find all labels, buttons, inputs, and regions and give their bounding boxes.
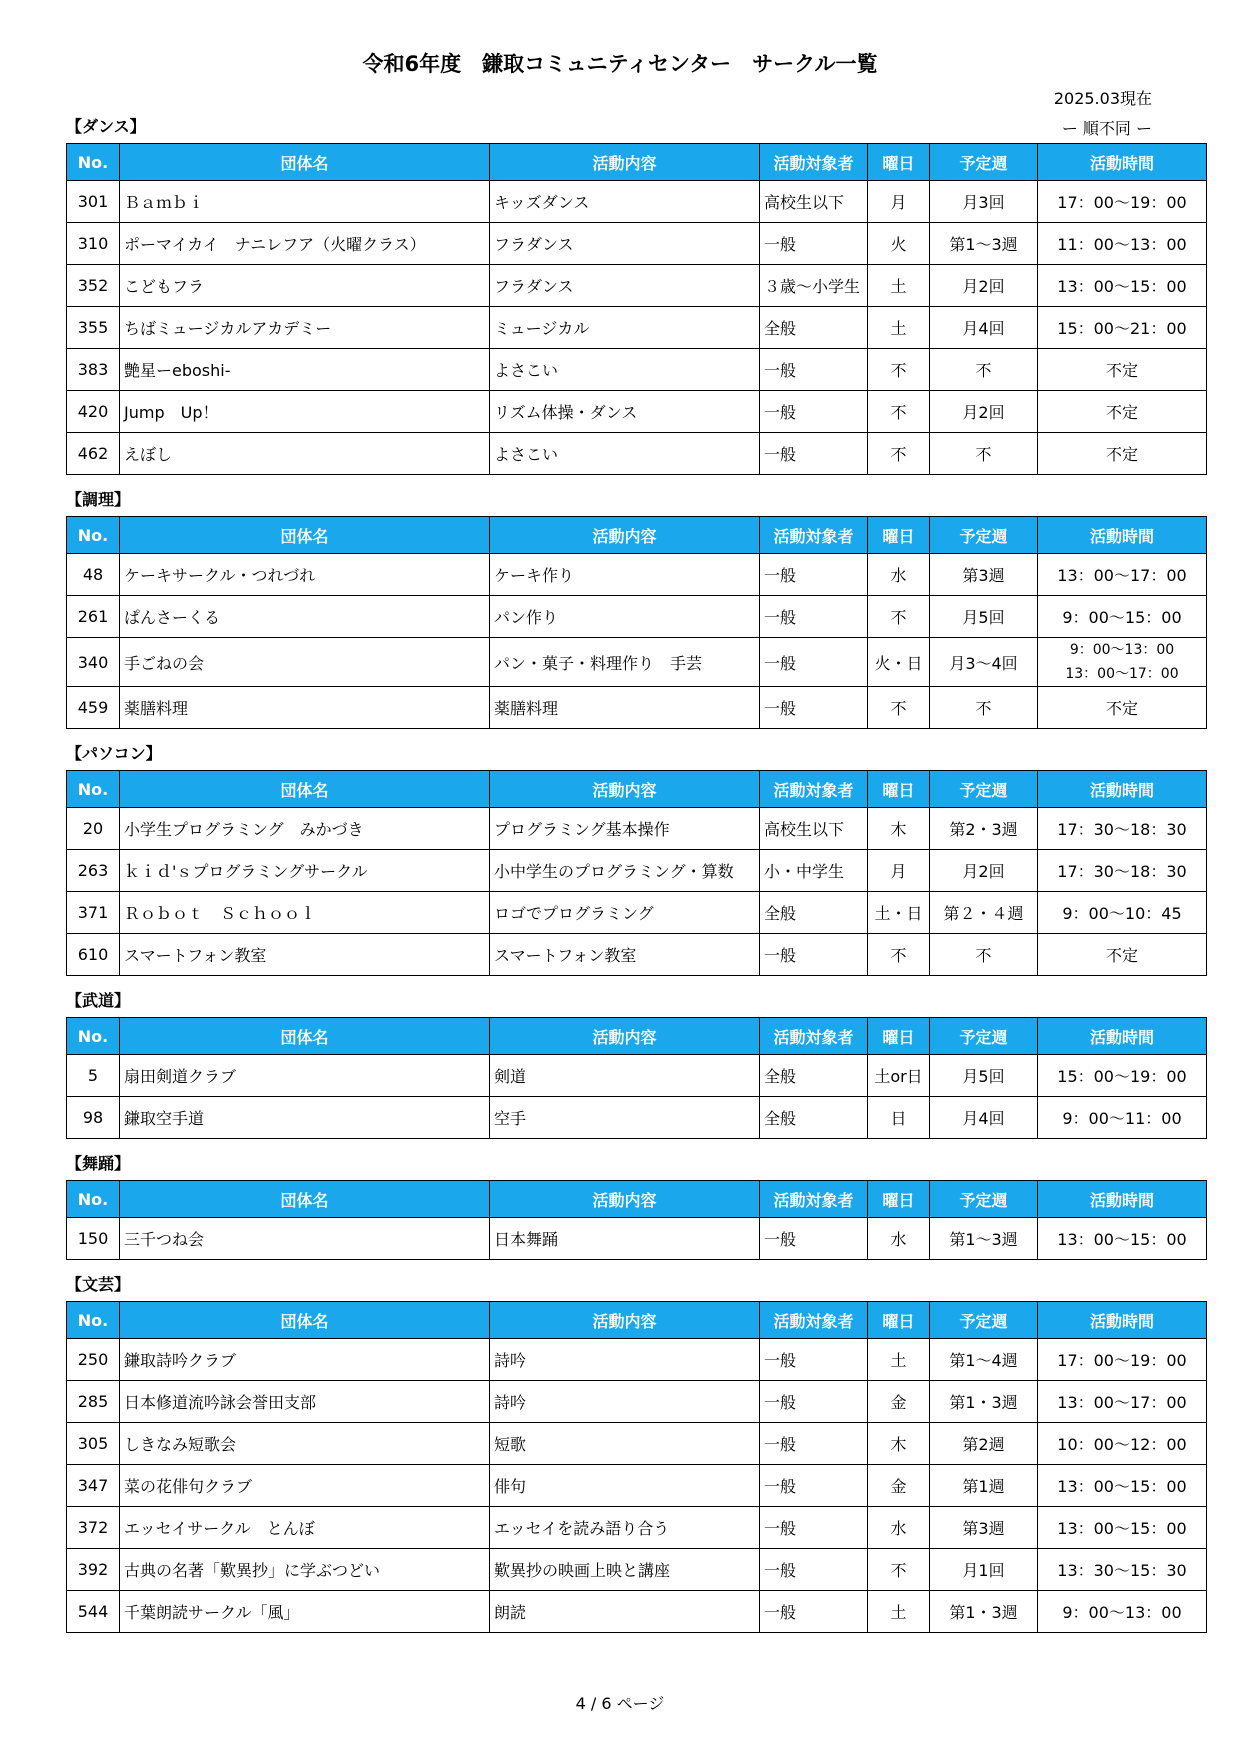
weekday: 不: [868, 687, 930, 729]
time-slot: 13：00～17：00: [1057, 1393, 1187, 1412]
row-number: 305: [67, 1423, 120, 1465]
time-slot: 17：30～18：30: [1057, 862, 1187, 881]
activity-time: [1038, 638, 1207, 687]
table-row: [67, 1549, 1207, 1591]
header-name: 団体名: [120, 771, 490, 808]
page-number: 4 / 6 ページ: [575, 1694, 665, 1713]
scheduled-week: 第1週: [930, 1465, 1038, 1507]
row-number: 340: [67, 638, 120, 687]
weekday: 金: [868, 1465, 930, 1507]
table-header-row: [67, 517, 1207, 554]
activity-time: [1038, 687, 1207, 729]
table-row: [67, 391, 1207, 433]
time-slot: 15：00～21：00: [1057, 319, 1187, 338]
activity-time: [1038, 265, 1207, 307]
target-audience: 一般: [760, 223, 868, 265]
target-audience: 一般: [760, 1549, 868, 1591]
header-time: 活動時間: [1038, 1302, 1207, 1339]
activity-content: 詩吟: [490, 1339, 760, 1381]
group-name: 鎌取詩吟クラブ: [120, 1339, 490, 1381]
table-row: [67, 892, 1207, 934]
time-slot: 11：00～13：00: [1057, 235, 1187, 254]
weekday: 月: [868, 181, 930, 223]
weekday: 金: [868, 1381, 930, 1423]
row-number: 355: [67, 307, 120, 349]
weekday: 土or日: [868, 1055, 930, 1097]
target-audience: 一般: [760, 554, 868, 596]
activity-content: 小中学生のプログラミング・算数: [490, 850, 760, 892]
group-name: 古典の名著「歎異抄」に学ぶつどい: [120, 1549, 490, 1591]
section-title: 【調理】: [66, 490, 131, 509]
target-audience: 一般: [760, 1465, 868, 1507]
scheduled-week: 不: [930, 687, 1038, 729]
group-name: ｋｉｄ'ｓプログラミングサークル: [120, 850, 490, 892]
table-row: [67, 223, 1207, 265]
row-number: 263: [67, 850, 120, 892]
circle-table: [66, 1180, 1207, 1260]
row-number: 48: [67, 554, 120, 596]
activity-time: [1038, 1339, 1207, 1381]
header-time: 活動時間: [1038, 1181, 1207, 1218]
time-slot: 9：00～11：00: [1062, 1109, 1182, 1128]
activity-content: 剣道: [490, 1055, 760, 1097]
weekday: 不: [868, 1549, 930, 1591]
row-number: 383: [67, 349, 120, 391]
header-day: 曜日: [868, 517, 930, 554]
activity-content: パン作り: [490, 596, 760, 638]
group-name: 三千つね会: [120, 1218, 490, 1260]
time-slot: 13：00～17：00: [1057, 566, 1187, 585]
header-target: 活動対象者: [760, 1302, 868, 1339]
activity-content: 朗読: [490, 1591, 760, 1633]
header-content: 活動内容: [490, 517, 760, 554]
scheduled-week: 月2回: [930, 265, 1038, 307]
activity-content: エッセイを読み語り合う: [490, 1507, 760, 1549]
row-number: 261: [67, 596, 120, 638]
scheduled-week: 第1・3週: [930, 1591, 1038, 1633]
table-row: [67, 1507, 1207, 1549]
group-name: Ｒｏｂｏｔ Ｓｃｈｏｏｌ: [120, 892, 490, 934]
time-slot: 9：00～13：00: [1062, 1603, 1182, 1622]
scheduled-week: 月2回: [930, 391, 1038, 433]
header-time: 活動時間: [1038, 517, 1207, 554]
header-content: 活動内容: [490, 1181, 760, 1218]
table-row: [67, 1465, 1207, 1507]
activity-content: 薬膳料理: [490, 687, 760, 729]
section-title: 【武道】: [66, 991, 131, 1010]
header-no: No.: [67, 1181, 120, 1218]
scheduled-week: 月5回: [930, 1055, 1038, 1097]
group-name: 扇田剣道クラブ: [120, 1055, 490, 1097]
header-week: 予定週: [930, 144, 1038, 181]
activity-content: 俳句: [490, 1465, 760, 1507]
table-row: [67, 1218, 1207, 1260]
row-number: 20: [67, 808, 120, 850]
weekday: 火: [868, 223, 930, 265]
group-name: スマートフォン教室: [120, 934, 490, 976]
scheduled-week: 第1～3週: [930, 1218, 1038, 1260]
table-row: [67, 1591, 1207, 1633]
group-name: えぼし: [120, 433, 490, 475]
activity-content: スマートフォン教室: [490, 934, 760, 976]
group-name: 艶星ーeboshi-: [120, 349, 490, 391]
header-week: 予定週: [930, 1018, 1038, 1055]
header-content: 活動内容: [490, 144, 760, 181]
target-audience: 一般: [760, 1423, 868, 1465]
activity-time: [1038, 1097, 1207, 1139]
header-name: 団体名: [120, 1302, 490, 1339]
scheduled-week: 月3回: [930, 181, 1038, 223]
activity-content: フラダンス: [490, 223, 760, 265]
header-no: No.: [67, 1018, 120, 1055]
group-name: しきなみ短歌会: [120, 1423, 490, 1465]
header-name: 団体名: [120, 517, 490, 554]
header-day: 曜日: [868, 1302, 930, 1339]
row-number: 352: [67, 265, 120, 307]
group-name: エッセイサークル とんぼ: [120, 1507, 490, 1549]
target-audience: 全般: [760, 1055, 868, 1097]
target-audience: 一般: [760, 638, 868, 687]
header-target: 活動対象者: [760, 1018, 868, 1055]
time-slot: 17：00～19：00: [1057, 1351, 1187, 1370]
target-audience: 全般: [760, 892, 868, 934]
scheduled-week: 第3週: [930, 1507, 1038, 1549]
row-number: 462: [67, 433, 120, 475]
row-number: 150: [67, 1218, 120, 1260]
target-audience: 全般: [760, 1097, 868, 1139]
activity-time: [1038, 1423, 1207, 1465]
group-name: 手ごねの会: [120, 638, 490, 687]
target-audience: 一般: [760, 1218, 868, 1260]
group-name: 菜の花俳句クラブ: [120, 1465, 490, 1507]
circle-table: [66, 770, 1207, 976]
activity-content: よさこい: [490, 433, 760, 475]
activity-content: 空手: [490, 1097, 760, 1139]
page-title: 令和6年度 鎌取コミュニティセンター サークル一覧: [362, 52, 878, 76]
header-target: 活動対象者: [760, 517, 868, 554]
table-row: [67, 1339, 1207, 1381]
scheduled-week: 第2・3週: [930, 808, 1038, 850]
weekday: 土: [868, 1339, 930, 1381]
header-time: 活動時間: [1038, 771, 1207, 808]
scheduled-week: 第2週: [930, 1423, 1038, 1465]
scheduled-week: 不: [930, 349, 1038, 391]
header-name: 団体名: [120, 144, 490, 181]
header-target: 活動対象者: [760, 771, 868, 808]
row-number: 392: [67, 1549, 120, 1591]
group-name: 千葉朗読サークル「風」: [120, 1591, 490, 1633]
activity-content: ケーキ作り: [490, 554, 760, 596]
target-audience: 一般: [760, 349, 868, 391]
weekday: 土・日: [868, 892, 930, 934]
target-audience: 高校生以下: [760, 181, 868, 223]
activity-time: [1038, 1055, 1207, 1097]
target-audience: 一般: [760, 934, 868, 976]
table-row: [67, 1423, 1207, 1465]
scheduled-week: 第1～4週: [930, 1339, 1038, 1381]
table-row: [67, 850, 1207, 892]
table-row: [67, 808, 1207, 850]
target-audience: 小・中学生: [760, 850, 868, 892]
weekday: 土: [868, 265, 930, 307]
row-number: 347: [67, 1465, 120, 1507]
row-number: 459: [67, 687, 120, 729]
header-day: 曜日: [868, 1018, 930, 1055]
activity-content: 詩吟: [490, 1381, 760, 1423]
group-name: ポーマイカイ ナニレフア（火曜クラス）: [120, 223, 490, 265]
header-target: 活動対象者: [760, 144, 868, 181]
header-day: 曜日: [868, 1181, 930, 1218]
section-title: 【舞踊】: [66, 1154, 131, 1173]
header-time: 活動時間: [1038, 1018, 1207, 1055]
header-week: 予定週: [930, 517, 1038, 554]
row-number: 372: [67, 1507, 120, 1549]
table-row: [67, 265, 1207, 307]
header-day: 曜日: [868, 771, 930, 808]
header-target: 活動対象者: [760, 1181, 868, 1218]
activity-time: [1038, 349, 1207, 391]
scheduled-week: 月3～4回: [930, 638, 1038, 687]
time-slot: 不定: [1105, 699, 1138, 718]
table-header-row: [67, 771, 1207, 808]
time-slot: 不定: [1105, 403, 1138, 422]
target-audience: ３歳～小学生: [760, 265, 868, 307]
header-no: No.: [67, 1302, 120, 1339]
section-title: 【ダンス】: [66, 117, 146, 136]
table-row: [67, 1097, 1207, 1139]
header-no: No.: [67, 144, 120, 181]
time-slot: 13：30～15：30: [1057, 1561, 1187, 1580]
row-number: 250: [67, 1339, 120, 1381]
time-slot: 9：00～15：00: [1062, 608, 1182, 627]
header-time: 活動時間: [1038, 144, 1207, 181]
time-slot: 10：00～12：00: [1057, 1435, 1187, 1454]
row-number: 301: [67, 181, 120, 223]
header-content: 活動内容: [490, 1018, 760, 1055]
section: [66, 1153, 1206, 1260]
section: [66, 743, 1206, 976]
scheduled-week: 第1～3週: [930, 223, 1038, 265]
header-week: 予定週: [930, 1302, 1038, 1339]
time-slot: 17：30～18：30: [1057, 820, 1187, 839]
section: [66, 116, 1206, 475]
section-title: 【パソコン】: [66, 744, 162, 763]
table-row: [67, 934, 1207, 976]
circle-table: [66, 516, 1207, 729]
weekday: 土: [868, 1591, 930, 1633]
table-row: [67, 596, 1207, 638]
weekday: 日: [868, 1097, 930, 1139]
activity-time: [1038, 391, 1207, 433]
activity-time: [1038, 181, 1207, 223]
weekday: 不: [868, 934, 930, 976]
table-header-row: [67, 1302, 1207, 1339]
header-no: No.: [67, 771, 120, 808]
table-row: [67, 554, 1207, 596]
target-audience: 一般: [760, 391, 868, 433]
time-slot: 13：00～15：00: [1057, 1230, 1187, 1249]
group-name: ぱんさーくる: [120, 596, 490, 638]
activity-time: [1038, 433, 1207, 475]
group-name: 鎌取空手道: [120, 1097, 490, 1139]
target-audience: 全般: [760, 307, 868, 349]
scheduled-week: 不: [930, 433, 1038, 475]
activity-content: キッズダンス: [490, 181, 760, 223]
weekday: 木: [868, 808, 930, 850]
activity-time: [1038, 1381, 1207, 1423]
target-audience: 一般: [760, 1381, 868, 1423]
activity-time: [1038, 596, 1207, 638]
activity-time: [1038, 808, 1207, 850]
row-number: 98: [67, 1097, 120, 1139]
scheduled-week: 月2回: [930, 850, 1038, 892]
header-content: 活動内容: [490, 1302, 760, 1339]
group-name: ちばミュージカルアカデミー: [120, 307, 490, 349]
weekday: 木: [868, 1423, 930, 1465]
table-row: [67, 1381, 1207, 1423]
section-title: 【文芸】: [66, 1275, 131, 1294]
target-audience: 一般: [760, 1591, 868, 1633]
time-slot: 17：00～19：00: [1057, 193, 1187, 212]
scheduled-week: 第1・3週: [930, 1381, 1038, 1423]
weekday: 不: [868, 596, 930, 638]
activity-time: [1038, 1465, 1207, 1507]
weekday: 火・日: [868, 638, 930, 687]
group-name: こどもフラ: [120, 265, 490, 307]
table-header-row: [67, 144, 1207, 181]
time-slot: 13：00～15：00: [1057, 277, 1187, 296]
group-name: 薬膳料理: [120, 687, 490, 729]
row-number: 285: [67, 1381, 120, 1423]
weekday: 水: [868, 554, 930, 596]
activity-time: [1038, 1507, 1207, 1549]
sections-container: [66, 116, 1206, 1647]
table-row: [67, 307, 1207, 349]
group-name: 日本修道流吟詠会誉田支部: [120, 1381, 490, 1423]
header-week: 予定週: [930, 771, 1038, 808]
time-slot: 不定: [1105, 946, 1138, 965]
activity-time: [1038, 1591, 1207, 1633]
table-header-row: [67, 1181, 1207, 1218]
activity-content: 日本舞踊: [490, 1218, 760, 1260]
header-week: 予定週: [930, 1181, 1038, 1218]
activity-content: ミュージカル: [490, 307, 760, 349]
weekday: 不: [868, 391, 930, 433]
activity-content: よさこい: [490, 349, 760, 391]
time-slot: 13：00～17：00: [1065, 666, 1179, 682]
activity-content: フラダンス: [490, 265, 760, 307]
time-slot: 13：00～15：00: [1057, 1477, 1187, 1496]
circle-table: [66, 143, 1207, 475]
header-content: 活動内容: [490, 771, 760, 808]
time-slot: 不定: [1105, 361, 1138, 380]
target-audience: 一般: [760, 1507, 868, 1549]
activity-content: リズム体操・ダンス: [490, 391, 760, 433]
activity-time: [1038, 892, 1207, 934]
scheduled-week: 月1回: [930, 1549, 1038, 1591]
header-name: 団体名: [120, 1018, 490, 1055]
target-audience: 一般: [760, 1339, 868, 1381]
scheduled-week: 月4回: [930, 1097, 1038, 1139]
header-name: 団体名: [120, 1181, 490, 1218]
scheduled-week: 不: [930, 934, 1038, 976]
row-number: 371: [67, 892, 120, 934]
activity-content: ロゴでプログラミング: [490, 892, 760, 934]
header-day: 曜日: [868, 144, 930, 181]
row-number: 544: [67, 1591, 120, 1633]
time-slot: 不定: [1105, 445, 1138, 464]
group-name: Ｂａｍｂｉ: [120, 181, 490, 223]
activity-time: [1038, 307, 1207, 349]
scheduled-week: 月4回: [930, 307, 1038, 349]
weekday: 月: [868, 850, 930, 892]
activity-time: [1038, 1549, 1207, 1591]
time-slot: 9：00～13：00: [1069, 642, 1175, 658]
section: [66, 489, 1206, 729]
circle-table: [66, 1301, 1207, 1633]
table-header-row: [67, 1018, 1207, 1055]
table-row: [67, 638, 1207, 687]
weekday: 土: [868, 307, 930, 349]
table-row: [67, 181, 1207, 223]
time-slot: 15：00～19：00: [1057, 1067, 1187, 1086]
group-name: 小学生プログラミング みかづき: [120, 808, 490, 850]
activity-content: 歎異抄の映画上映と講座: [490, 1549, 760, 1591]
group-name: ケーキサークル・つれづれ: [120, 554, 490, 596]
weekday: 水: [868, 1507, 930, 1549]
activity-time: [1038, 1218, 1207, 1260]
activity-content: プログラミング基本操作: [490, 808, 760, 850]
activity-content: パン・菓子・料理作り 手芸: [490, 638, 760, 687]
header-no: No.: [67, 517, 120, 554]
activity-time: [1038, 934, 1207, 976]
weekday: 不: [868, 433, 930, 475]
time-slot: 9：00～10：45: [1062, 904, 1182, 923]
activity-time: [1038, 223, 1207, 265]
row-number: 5: [67, 1055, 120, 1097]
target-audience: 高校生以下: [760, 808, 868, 850]
activity-content: 短歌: [490, 1423, 760, 1465]
circle-table: [66, 1017, 1207, 1139]
activity-time: [1038, 554, 1207, 596]
row-number: 420: [67, 391, 120, 433]
weekday: 不: [868, 349, 930, 391]
table-row: [67, 433, 1207, 475]
as-of-date: 2025.03現在: [1053, 89, 1152, 108]
scheduled-week: 月5回: [930, 596, 1038, 638]
order-note: ー 順不同 ー: [1061, 119, 1152, 138]
group-name: Jump Up！: [120, 391, 490, 433]
table-row: [67, 1055, 1207, 1097]
activity-time: [1038, 850, 1207, 892]
section: [66, 990, 1206, 1139]
row-number: 310: [67, 223, 120, 265]
scheduled-week: 第3週: [930, 554, 1038, 596]
target-audience: 一般: [760, 433, 868, 475]
section: [66, 1274, 1206, 1633]
time-slot: 13：00～15：00: [1057, 1519, 1187, 1538]
target-audience: 一般: [760, 687, 868, 729]
table-row: [67, 687, 1207, 729]
weekday: 水: [868, 1218, 930, 1260]
scheduled-week: 第２・４週: [930, 892, 1038, 934]
table-row: [67, 349, 1207, 391]
row-number: 610: [67, 934, 120, 976]
target-audience: 一般: [760, 596, 868, 638]
